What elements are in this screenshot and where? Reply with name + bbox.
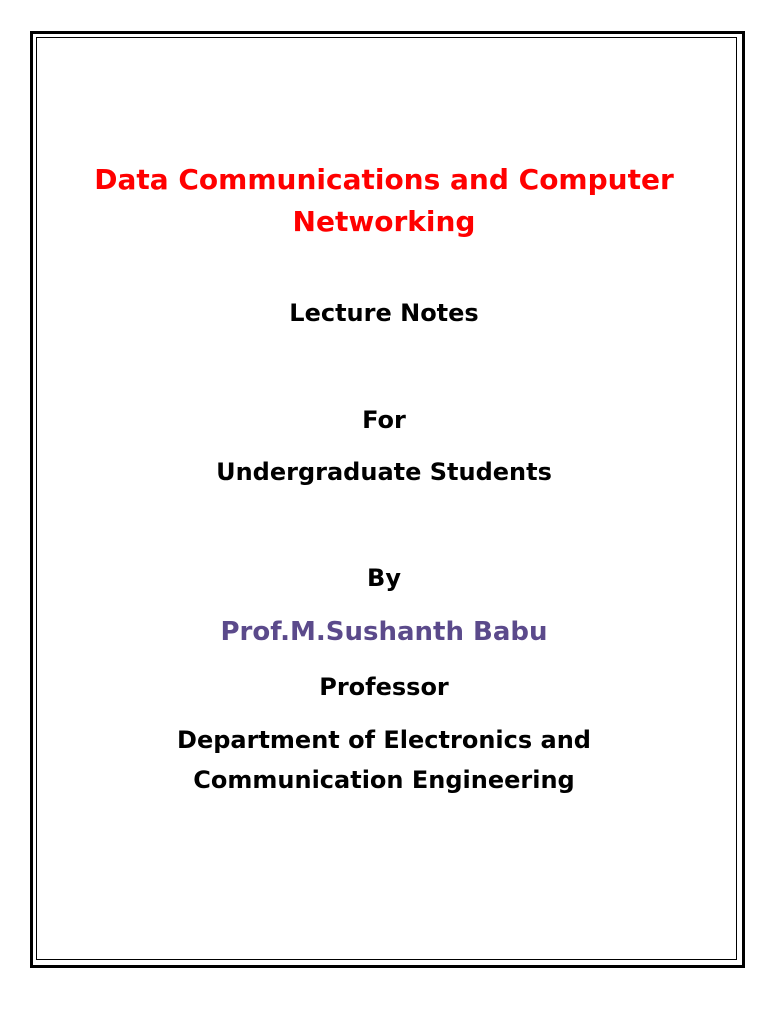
audience: Undergraduate Students bbox=[216, 458, 552, 486]
author-title: Professor bbox=[319, 673, 449, 701]
by-label: By bbox=[367, 564, 401, 592]
department-line-1: Department of Electronics and bbox=[177, 726, 591, 754]
title-line-1: Data Communications and Computer bbox=[94, 163, 674, 196]
document-title bbox=[0, 159, 768, 243]
department-line-2: Communication Engineering bbox=[193, 766, 575, 794]
title-line-2: Networking bbox=[292, 205, 476, 238]
department bbox=[0, 720, 768, 800]
subtitle: Lecture Notes bbox=[289, 299, 479, 327]
for-label: For bbox=[362, 406, 406, 434]
author-name: Prof.M.Sushanth Babu bbox=[220, 617, 548, 647]
